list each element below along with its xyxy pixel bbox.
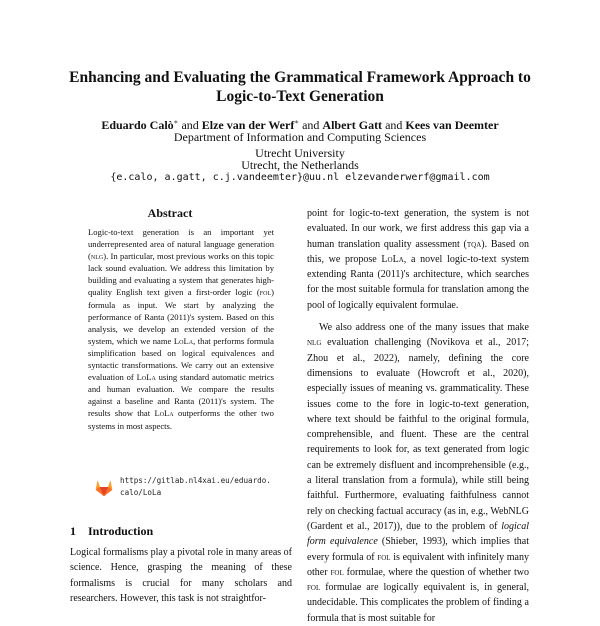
affiliation-university: Utrecht University (255, 146, 345, 160)
author-mark: ∗ (173, 118, 179, 126)
author-name: Elze van der Werf (201, 118, 295, 132)
author-name: Kees van Deemter (405, 118, 499, 132)
author-name: Eduardo Calò (101, 118, 174, 132)
paper-title: Enhancing and Evaluating the Grammatical Framework Approach to Logic-to-Text Generation (69, 69, 531, 105)
section-heading-introduction (70, 524, 153, 539)
author-mark: ∗ (294, 118, 300, 126)
introduction-text: Logical formalisms play a pivotal role in many areas of science. Hence, grasping the meaning of these formalisms is crucial for many scholars and researchers. However, this task is not straightfor- (70, 547, 292, 604)
author-emails: {e.calo, a.gatt, c.j.vandeemter}@uu.nl elzevanderwerf@gmail.com (110, 172, 490, 183)
paragraph: point for logic-to-text generation, the system is not evaluated. In our work, we first address this gap via a human translation quality assessment (tqa). Based on this, we propose LoLa, a novel logic-to-text system extending Ranta (2011)'s architecture, which searches for the most suitable formula for translation among the pool of logically equivalent formulae. (307, 208, 529, 311)
gitlab-icon[interactable] (93, 476, 115, 498)
author-and: and (181, 118, 199, 132)
author-and: and (385, 118, 403, 132)
affiliation-city: Utrecht, the Netherlands (241, 158, 359, 172)
author-name: Albert Gatt (322, 118, 383, 132)
repository-url-line: https://gitlab.nl4xai.eu/eduardo. (120, 476, 271, 485)
section-title: Introduction (88, 524, 154, 538)
repository-link[interactable] (120, 475, 280, 499)
author-and: and (302, 118, 320, 132)
right-column (307, 206, 529, 626)
section-number: 1 (70, 524, 76, 538)
paragraph: We also address one of the many issues that make nlg evaluation challenging (Novikova et al., 2017; Zhou et al., 2022), namely, defining the core dimensions to evaluate (Howcroft et al., 2020), especially issues of meaning vs. grammaticality. These issues come to the fore in logic-to-text generation, where text should be faithful to the original formula, comprehensible, and fluent. These are the central requirements to look for, as text generated from logic can be extremely disfluent and incomprehensible (e.g., a literal translation from a formula), while still being faithful. Furthermore, evaluating faithfulness cannot rely on checking factual accuracy (as in, e.g., WebNLG (Gardent et al., 2017)), due to the problem of logical form equivalence (Shieber, 1993), which implies that every formula of fol is equivalent with infinitely many other fol formulae, where the question of whether two fol formulae are logically equivalent is, in general, undecidable. This complicates the problem of finding a formula that is most suitable for (307, 322, 530, 624)
affiliation-department: Department of Information and Computing Sciences (173, 130, 427, 144)
abstract-heading: Abstract (147, 206, 193, 220)
abstract-body: Logic-to-text generation is an important yet underrepresented area of natural language generation (nlg). In particular, most previous works on this topic lack sound evaluation. We address this limitation by building and evaluating a system that generates high-quality English text given a first-order logic (fol) formula as input. We start by analyzing the performance of Ranta (2011)'s system. Based on this analysis, we develop an extended version of the system, which we name LoLa, that performs formula simplification based on logical equivalences and syntactic transformations. We carry out an extensive evaluation of LoLa using standard automatic metrics and human evaluation. We compare the results against a baseline and Ranta (2011)'s system. The results show that LoLa outperforms the other two systems in most aspects. (88, 227, 274, 431)
repository-url-line: calo/LoLa (120, 488, 162, 497)
